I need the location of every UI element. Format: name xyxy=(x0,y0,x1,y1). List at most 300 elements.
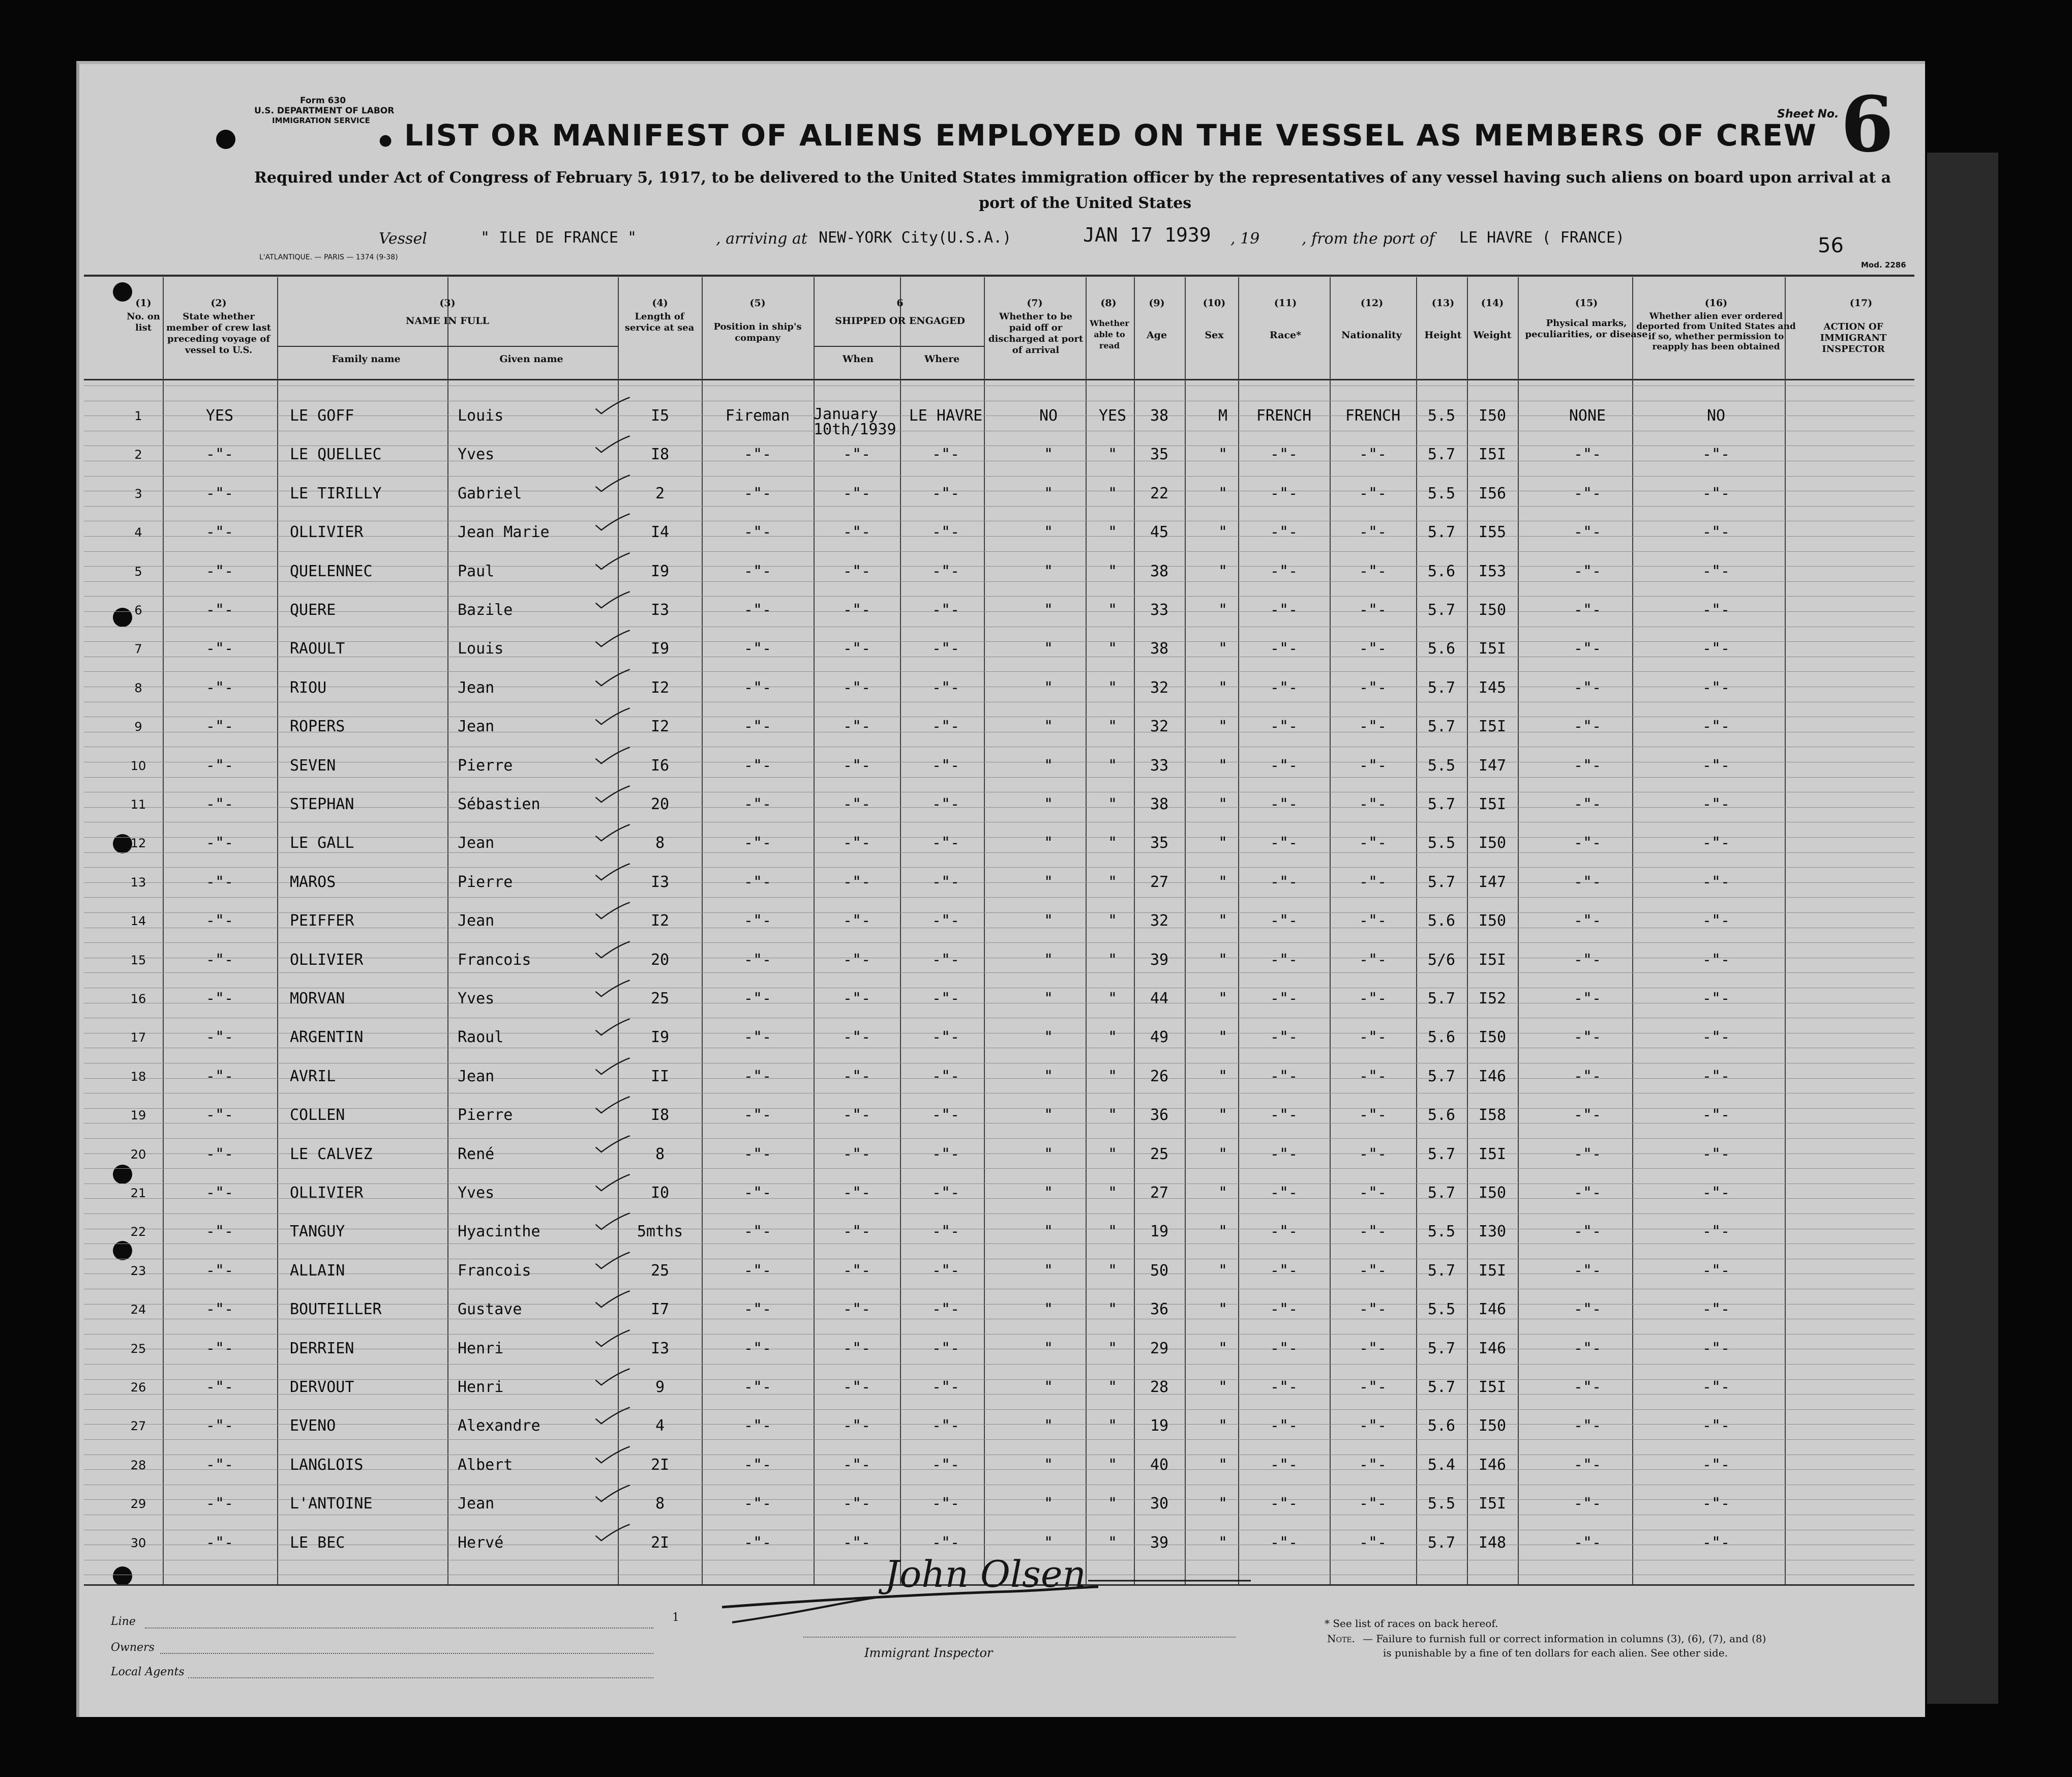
cell-row-number: 19 xyxy=(130,1108,146,1123)
cell-shipped-when: -"- xyxy=(843,718,871,736)
cell-weight: I5I xyxy=(1478,1261,1507,1280)
cell-height: 5.7 xyxy=(1427,1261,1456,1280)
cell-previous-voyage: -"- xyxy=(205,834,234,852)
cell-family-name: DERRIEN xyxy=(290,1339,354,1357)
cell-family-name: LE TIRILLY xyxy=(290,484,382,502)
cell-family-name: LE BEC xyxy=(290,1533,345,1552)
cell-row-number: 3 xyxy=(134,486,142,501)
cell-age: 35 xyxy=(1150,446,1169,464)
mod-number: Mod. 2286 xyxy=(1861,260,1906,270)
col-header-when: When xyxy=(842,353,874,365)
cell-length-of-service: I3 xyxy=(650,601,670,619)
cell-height: 5.7 xyxy=(1427,1184,1456,1202)
cell-shipped-where: -"- xyxy=(932,1533,960,1552)
row-rule xyxy=(84,1273,1914,1274)
cell-race: -"- xyxy=(1270,1378,1298,1396)
col-header-race: Race* xyxy=(1269,330,1302,341)
cell-deported: -"- xyxy=(1702,1533,1730,1552)
cell-height: 5.7 xyxy=(1427,795,1456,813)
cell-length-of-service: I2 xyxy=(650,718,670,736)
cell-length-of-service: I9 xyxy=(650,562,670,580)
cell-weight: I46 xyxy=(1478,1456,1507,1474)
cell-shipped-when: -"- xyxy=(843,484,871,502)
cell-shipped-where: -"- xyxy=(932,834,960,852)
row-rule xyxy=(84,551,1914,552)
cell-deported: -"- xyxy=(1702,523,1730,542)
row-rule xyxy=(84,807,1914,808)
cell-height: 5.6 xyxy=(1427,1106,1456,1124)
check-mark-icon xyxy=(590,1173,636,1193)
cell-able-to-read: " xyxy=(1107,601,1118,619)
note-label: Note. xyxy=(1327,1633,1355,1645)
cell-sex: " xyxy=(1218,951,1228,969)
cell-age: 39 xyxy=(1150,1533,1169,1552)
cell-age: 27 xyxy=(1150,1184,1169,1202)
cell-sex: " xyxy=(1218,601,1228,619)
cell-paid-off: " xyxy=(1043,1184,1054,1202)
cell-shipped-where: -"- xyxy=(932,1417,960,1435)
cell-physical-marks: -"- xyxy=(1573,873,1602,891)
cell-length-of-service: 20 xyxy=(650,951,670,969)
cell-height: 5.7 xyxy=(1427,990,1456,1008)
cell-shipped-where: -"- xyxy=(932,795,960,813)
cell-deported: -"- xyxy=(1702,446,1730,464)
cell-weight: I50 xyxy=(1478,1417,1507,1435)
cell-family-name: QUELENNEC xyxy=(290,562,373,580)
col-header-inspector-action: ACTION OF IMMIGRANT INSPECTOR xyxy=(1820,321,1887,354)
cell-given-name: Paul xyxy=(458,562,495,580)
year-label: , 19 xyxy=(1230,230,1260,248)
cell-nationality: -"- xyxy=(1359,1339,1387,1357)
cell-age: 38 xyxy=(1150,795,1169,813)
cell-deported: -"- xyxy=(1702,1067,1730,1085)
cell-deported: -"- xyxy=(1702,1417,1730,1435)
col-num-6: 6 xyxy=(896,298,904,309)
cell-sex: " xyxy=(1218,1417,1228,1435)
cell-sex: " xyxy=(1218,912,1228,930)
cell-given-name: Hyacinthe xyxy=(458,1223,540,1241)
cell-sex: " xyxy=(1218,1028,1228,1047)
cell-previous-voyage: -"- xyxy=(205,523,234,542)
cell-previous-voyage: -"- xyxy=(205,1184,234,1202)
row-rule xyxy=(84,1078,1914,1079)
cell-sex: " xyxy=(1218,1533,1228,1552)
col-header-family-name: Family name xyxy=(332,353,401,365)
cell-row-number: 30 xyxy=(130,1535,146,1550)
col-num-11: (11) xyxy=(1274,298,1297,309)
cell-able-to-read: " xyxy=(1107,912,1118,930)
from-label: , from the port of xyxy=(1302,230,1435,248)
cell-paid-off: " xyxy=(1043,1106,1054,1124)
cell-paid-off: " xyxy=(1043,601,1054,619)
cell-shipped-where: -"- xyxy=(932,1300,960,1319)
shipped-subheader-rule xyxy=(814,346,984,347)
cell-sex: " xyxy=(1218,873,1228,891)
list-number: 56 xyxy=(1818,234,1844,257)
cell-position: -"- xyxy=(743,1261,772,1280)
cell-able-to-read: " xyxy=(1107,1533,1118,1552)
cell-height: 5.7 xyxy=(1427,1378,1456,1396)
subtitle-line1: Required under Act of Congress of February 5, 1917, to be delivered to the United States immigration officer by the representatives of any vessel having such aliens on board upon arrival at a xyxy=(254,169,1891,187)
cell-sex: " xyxy=(1218,1106,1228,1124)
cell-position: -"- xyxy=(743,640,772,658)
cell-deported: -"- xyxy=(1702,1184,1730,1202)
cell-nationality: -"- xyxy=(1359,1456,1387,1474)
cell-position: -"- xyxy=(743,1495,772,1513)
row-rule xyxy=(84,581,1914,582)
cell-family-name: STEPHAN xyxy=(290,795,354,813)
cell-position: -"- xyxy=(743,1184,772,1202)
cell-shipped-when: -"- xyxy=(843,1456,871,1474)
col-num-13: (13) xyxy=(1431,298,1455,309)
cell-length-of-service: I2 xyxy=(650,678,670,697)
cell-length-of-service: I5 xyxy=(650,407,670,425)
cell-height: 5.7 xyxy=(1427,1533,1456,1552)
cell-physical-marks: -"- xyxy=(1573,1495,1602,1513)
cell-weight: I47 xyxy=(1478,873,1507,891)
cell-paid-off: " xyxy=(1043,1028,1054,1047)
column-rule xyxy=(277,277,278,1584)
inspector-signature xyxy=(712,1551,1261,1638)
form-number: Form 630 xyxy=(300,96,346,106)
cell-family-name: L'ANTOINE xyxy=(290,1495,373,1513)
cell-weight: I46 xyxy=(1478,1339,1507,1357)
cell-height: 5.6 xyxy=(1427,1028,1456,1047)
cell-height: 5/6 xyxy=(1427,951,1456,969)
cell-weight: I50 xyxy=(1478,834,1507,852)
cell-able-to-read: " xyxy=(1107,523,1118,542)
check-mark-icon xyxy=(590,979,636,999)
cell-row-number: 28 xyxy=(130,1458,146,1472)
cell-shipped-when: -"- xyxy=(843,1417,871,1435)
cell-nationality: -"- xyxy=(1359,1261,1387,1280)
cell-race: -"- xyxy=(1270,1495,1298,1513)
col-header-paid-off: Whether to be paid off or discharged at port of arrival xyxy=(988,311,1084,356)
row-rule xyxy=(84,1138,1914,1139)
cell-age: 19 xyxy=(1150,1223,1169,1241)
form-department: U.S. DEPARTMENT OF LABOR xyxy=(254,106,395,116)
cell-deported: -"- xyxy=(1702,912,1730,930)
cell-able-to-read: " xyxy=(1107,446,1118,464)
cell-family-name: LANGLOIS xyxy=(290,1456,364,1474)
cell-physical-marks: -"- xyxy=(1573,1456,1602,1474)
cell-able-to-read: YES xyxy=(1098,407,1127,425)
cell-nationality: -"- xyxy=(1359,1533,1387,1552)
cell-sex: " xyxy=(1218,678,1228,697)
check-mark-icon xyxy=(590,434,636,455)
cell-nationality: -"- xyxy=(1359,1145,1387,1163)
cell-given-name: Henri xyxy=(458,1339,504,1357)
cell-family-name: ARGENTIN xyxy=(290,1028,364,1047)
cell-paid-off: " xyxy=(1043,1067,1054,1085)
cell-race: -"- xyxy=(1270,640,1298,658)
check-mark-icon xyxy=(590,1484,636,1504)
check-mark-icon xyxy=(590,629,636,649)
printer-imprint: L'ATLANTIQUE. — PARIS — 1374 (9-38) xyxy=(259,253,398,261)
col-num-17: (17) xyxy=(1849,298,1873,309)
cell-age: 45 xyxy=(1150,523,1169,542)
inspector-rule xyxy=(803,1637,1236,1638)
cell-position: -"- xyxy=(743,795,772,813)
cell-shipped-where: -"- xyxy=(932,562,960,580)
col-header-shipped: SHIPPED OR ENGAGED xyxy=(835,315,965,327)
cell-given-name: Sébastien xyxy=(458,795,540,813)
cell-age: 39 xyxy=(1150,951,1169,969)
col-header-previous-voyage: State whether member of crew last preceding voyage of vessel to U.S. xyxy=(166,311,271,356)
check-mark-icon xyxy=(590,1445,636,1465)
cell-height: 5.5 xyxy=(1427,407,1456,425)
cell-position: -"- xyxy=(743,1028,772,1047)
col-header-height: Height xyxy=(1424,330,1462,341)
cell-nationality: -"- xyxy=(1359,678,1387,697)
cell-weight: I5I xyxy=(1478,1145,1507,1163)
cell-length-of-service: 2 xyxy=(655,484,665,502)
cell-shipped-when: -"- xyxy=(843,1223,871,1241)
cell-age: 50 xyxy=(1150,1261,1169,1280)
cell-previous-voyage: -"- xyxy=(205,640,234,658)
cell-race: -"- xyxy=(1270,756,1298,775)
cell-shipped-when: -"- xyxy=(843,1145,871,1163)
cell-family-name: DERVOUT xyxy=(290,1378,354,1396)
cell-shipped-where: -"- xyxy=(932,1261,960,1280)
cell-shipped-where: -"- xyxy=(932,1378,960,1396)
cell-row-number: 22 xyxy=(130,1225,146,1239)
cell-deported: -"- xyxy=(1702,756,1730,775)
cell-shipped-where: -"- xyxy=(932,446,960,464)
cell-shipped-when: January 10th/1939 xyxy=(814,405,896,438)
cell-deported: -"- xyxy=(1702,1300,1730,1319)
cell-deported: -"- xyxy=(1702,640,1730,658)
cell-able-to-read: " xyxy=(1107,562,1118,580)
signature-text: John Olsen xyxy=(885,1553,1086,1595)
cell-position: -"- xyxy=(743,523,772,542)
cell-given-name: Jean xyxy=(458,678,495,697)
cell-row-number: 4 xyxy=(134,525,142,540)
cell-physical-marks: -"- xyxy=(1573,1339,1602,1357)
cell-shipped-when: -"- xyxy=(843,1261,871,1280)
cell-previous-voyage: -"- xyxy=(205,718,234,736)
check-mark-icon xyxy=(590,784,636,805)
cell-weight: I47 xyxy=(1478,756,1507,775)
cell-row-number: 8 xyxy=(134,680,142,695)
cell-position: -"- xyxy=(743,562,772,580)
col-num-14: (14) xyxy=(1481,298,1504,309)
row-rule xyxy=(84,1168,1914,1169)
cell-sex: " xyxy=(1218,718,1228,736)
cell-shipped-where: -"- xyxy=(932,1184,960,1202)
cell-length-of-service: 8 xyxy=(655,1145,665,1163)
cell-length-of-service: 8 xyxy=(655,834,665,852)
cell-given-name: Francois xyxy=(458,1261,531,1280)
cell-nationality: -"- xyxy=(1359,873,1387,891)
cell-race: -"- xyxy=(1270,990,1298,1008)
column-rule xyxy=(900,277,901,1584)
cell-sex: " xyxy=(1218,446,1228,464)
cell-deported: -"- xyxy=(1702,1223,1730,1241)
cell-shipped-where: -"- xyxy=(932,1106,960,1124)
cell-length-of-service: 2I xyxy=(650,1533,670,1552)
cell-physical-marks: -"- xyxy=(1573,718,1602,736)
cell-shipped-where: LE HAVRE xyxy=(909,407,983,425)
cell-height: 5.5 xyxy=(1427,834,1456,852)
check-mark-icon xyxy=(590,823,636,843)
cell-paid-off: " xyxy=(1043,1495,1054,1513)
col-header-no: No. on list xyxy=(127,311,160,333)
table-header-rule xyxy=(84,379,1914,380)
cell-weight: I58 xyxy=(1478,1106,1507,1124)
cell-shipped-when: -"- xyxy=(843,795,871,813)
cell-physical-marks: -"- xyxy=(1573,990,1602,1008)
cell-paid-off: " xyxy=(1043,523,1054,542)
cell-physical-marks: -"- xyxy=(1573,1223,1602,1241)
cell-weight: I46 xyxy=(1478,1067,1507,1085)
cell-shipped-when: -"- xyxy=(843,1067,871,1085)
cell-weight: I5I xyxy=(1478,951,1507,969)
cell-able-to-read: " xyxy=(1107,951,1118,969)
cell-race: -"- xyxy=(1270,873,1298,891)
cell-length-of-service: I3 xyxy=(650,1339,670,1357)
cell-shipped-when: -"- xyxy=(843,1533,871,1552)
inspector-label: Immigrant Inspector xyxy=(864,1646,993,1660)
cell-race: -"- xyxy=(1270,1028,1298,1047)
cell-length-of-service: 8 xyxy=(655,1495,665,1513)
local-agents-label: Local Agents xyxy=(111,1666,185,1678)
cell-shipped-when: -"- xyxy=(843,1184,871,1202)
cell-race: -"- xyxy=(1270,1261,1298,1280)
cell-sex: " xyxy=(1218,795,1228,813)
cell-row-number: 11 xyxy=(130,797,146,812)
cell-deported: -"- xyxy=(1702,873,1730,891)
cell-shipped-when: -"- xyxy=(843,1495,871,1513)
cell-given-name: Albert xyxy=(458,1456,513,1474)
cell-physical-marks: -"- xyxy=(1573,1184,1602,1202)
cell-position: -"- xyxy=(743,1145,772,1163)
cell-height: 5.6 xyxy=(1427,1417,1456,1435)
col-num-1: (1) xyxy=(135,298,152,309)
row-rule xyxy=(84,1409,1914,1410)
cell-paid-off: " xyxy=(1043,1339,1054,1357)
cell-given-name: Alexandre xyxy=(458,1417,540,1435)
cell-weight: I50 xyxy=(1478,1184,1507,1202)
row-rule xyxy=(84,476,1914,477)
cell-race: FRENCH xyxy=(1256,407,1312,425)
row-rule xyxy=(84,1424,1914,1425)
cell-shipped-when: -"- xyxy=(843,562,871,580)
row-rule xyxy=(84,882,1914,883)
arrival-date-stamp: JAN 17 1939 xyxy=(1083,224,1211,246)
cell-height: 5.7 xyxy=(1427,523,1456,542)
col-header-service: Length of service at sea xyxy=(624,311,695,333)
cell-weight: I5I xyxy=(1478,718,1507,736)
cell-row-number: 26 xyxy=(130,1380,146,1395)
cell-position: -"- xyxy=(743,718,772,736)
cell-shipped-where: -"- xyxy=(932,601,960,619)
cell-nationality: -"- xyxy=(1359,756,1387,775)
check-mark-icon xyxy=(590,1211,636,1232)
cell-nationality: -"- xyxy=(1359,601,1387,619)
cell-deported: -"- xyxy=(1702,562,1730,580)
cell-height: 5.6 xyxy=(1427,912,1456,930)
cell-able-to-read: " xyxy=(1107,834,1118,852)
cell-physical-marks: -"- xyxy=(1573,951,1602,969)
cell-previous-voyage: -"- xyxy=(205,1378,234,1396)
cell-length-of-service: I0 xyxy=(650,1184,670,1202)
cell-sex: " xyxy=(1218,1300,1228,1319)
col-num-3: (3) xyxy=(439,298,456,309)
cell-able-to-read: " xyxy=(1107,873,1118,891)
sheet-label: Sheet No. xyxy=(1777,108,1839,121)
cell-height: 5.6 xyxy=(1427,640,1456,658)
cell-position: -"- xyxy=(743,1533,772,1552)
cell-physical-marks: -"- xyxy=(1573,1261,1602,1280)
col-header-weight: Weight xyxy=(1473,330,1512,341)
agents-rule xyxy=(188,1677,653,1678)
cell-position: -"- xyxy=(743,1456,772,1474)
cell-physical-marks: -"- xyxy=(1573,523,1602,542)
cell-age: 49 xyxy=(1150,1028,1169,1047)
cell-position: -"- xyxy=(743,1378,772,1396)
cell-paid-off: NO xyxy=(1039,407,1058,425)
cell-able-to-read: " xyxy=(1107,1300,1118,1319)
cell-sex: " xyxy=(1218,1145,1228,1163)
cell-family-name: PEIFFER xyxy=(290,912,354,930)
cell-paid-off: " xyxy=(1043,1223,1054,1241)
sheet-number: 6 xyxy=(1841,80,1894,169)
column-rule xyxy=(163,277,164,1584)
cell-family-name: LE CALVEZ xyxy=(290,1145,373,1163)
cell-sex: " xyxy=(1218,1223,1228,1241)
column-rule xyxy=(984,277,985,1584)
cell-age: 33 xyxy=(1150,756,1169,775)
cell-age: 35 xyxy=(1150,834,1169,852)
check-mark-icon xyxy=(590,396,636,416)
cell-sex: " xyxy=(1218,484,1228,502)
cell-physical-marks: -"- xyxy=(1573,678,1602,697)
col-num-10: (10) xyxy=(1203,298,1226,309)
cell-shipped-when: -"- xyxy=(843,601,871,619)
cell-previous-voyage: -"- xyxy=(205,1106,234,1124)
cell-deported: -"- xyxy=(1702,834,1730,852)
cell-family-name: MAROS xyxy=(290,873,336,891)
cell-age: 19 xyxy=(1150,1417,1169,1435)
cell-previous-voyage: -"- xyxy=(205,873,234,891)
cell-length-of-service: I7 xyxy=(650,1300,670,1319)
col-header-nationality: Nationality xyxy=(1341,330,1402,341)
cell-shipped-where: -"- xyxy=(932,1223,960,1241)
cell-race: -"- xyxy=(1270,795,1298,813)
cell-previous-voyage: -"- xyxy=(205,756,234,775)
cell-physical-marks: -"- xyxy=(1573,834,1602,852)
check-mark-icon xyxy=(590,901,636,921)
col-num-5: (5) xyxy=(749,298,766,309)
cell-age: 27 xyxy=(1150,873,1169,891)
row-rule xyxy=(84,1364,1914,1365)
cell-row-number: 24 xyxy=(130,1302,146,1317)
form-service: IMMIGRATION SERVICE xyxy=(272,116,370,125)
col-num-16: (16) xyxy=(1704,298,1728,309)
cell-previous-voyage: -"- xyxy=(205,1339,234,1357)
cell-family-name: AVRIL xyxy=(290,1067,336,1085)
cell-row-number: 27 xyxy=(130,1419,146,1434)
cell-family-name: SEVEN xyxy=(290,756,336,775)
cell-weight: I30 xyxy=(1478,1223,1507,1241)
cell-shipped-where: -"- xyxy=(932,523,960,542)
cell-deported: -"- xyxy=(1702,951,1730,969)
cell-previous-voyage: YES xyxy=(205,407,234,425)
cell-able-to-read: " xyxy=(1107,484,1118,502)
cell-shipped-where: -"- xyxy=(932,873,960,891)
row-rule xyxy=(84,1379,1914,1380)
